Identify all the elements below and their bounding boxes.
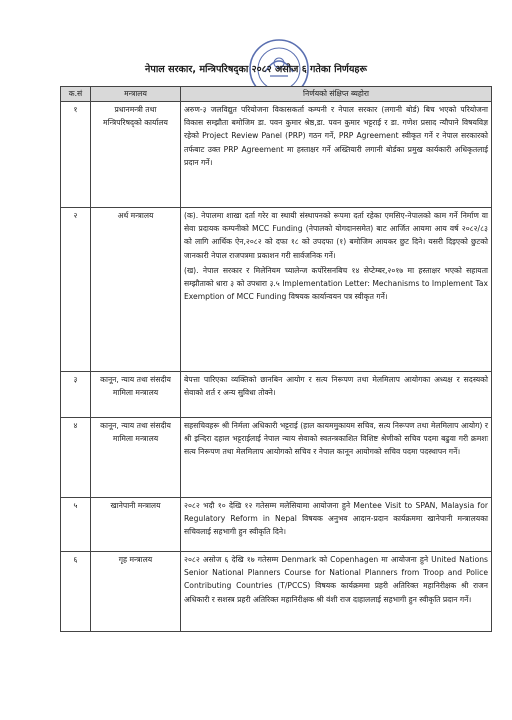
row-serial: ४ [61,418,91,498]
table-row [61,102,492,208]
row-ministry: प्रधानमन्त्री तथा मन्त्रिपरिषद्को कार्यालय [91,102,181,208]
row-ministry: गृह मन्त्रालय [91,552,181,632]
table-row [61,498,492,552]
row-serial: २ [61,208,91,372]
header-serial: क.सं [61,87,91,102]
table-row [61,418,492,498]
table-header-row [61,87,492,102]
row-ministry: खानेपानी मन्त्रालय [91,498,181,552]
row-decision [181,208,492,372]
row-serial: ६ [61,552,91,632]
row-serial: १ [61,102,91,208]
decision-part-a: (क). नेपालमा शाखा दर्ता गरेर वा स्थायी संस्थापनको रूपमा दर्ता रहेका एमसिए-नेपालको काम गर्ने निर्माण वा सेवा प्रदायक कम्पनीको MCC Funding (नेपालको योगदानसमेत) बाट आर्जित आयमा आय वर्ष २०८२/८३ को लागि आर्थिक ऐन,२०८२ को दफा १८ को उपदफा (१) बमोजिम आयकर छुट दिने। यसरी दिइएको छुटको जानकारी नेपाल राजपत्रमा प्रकाशन गरी सार्वजनिक गर्ने। [184,211,488,260]
table-row [61,372,492,418]
decision-part-b: (ख). नेपाल सरकार र मिलेनियम च्यालेन्ज कर्पोरेसनबिच १४ सेप्टेम्बर,२०१७ मा हस्ताक्षर भएको सहायता सम्झौताको धारा ३ को उपधारा ३.५ Implementation Letter: Mechanisms to Implement Tax Exemption of MCC Funding विषयक कार्यान्वयन पत्र स्वीकृत गर्ने। [184,265,488,302]
row-ministry: कानून, न्याय तथा संसदीय मामिला मन्त्रालय [91,372,181,418]
row-decision: अरुण-३ जलविद्युत परियोजना विकासकर्ता कम्पनी र नेपाल सरकार (लगानी बोर्ड) बिच भएको परियोजना विकास सम्झौता बमोजिम डा. पवन कुमार श्रेष्ठ,डा. पवन कुमार भट्टराई र डा. गणेश प्रसाद न्यौपाने विषयविज्ञ रहेको Project Review Panel (PRP) गठन गर्ने, PRP Agreement स्वीकृत गर्ने र नेपाल सरकारको तर्फबाट उक्त PRP Agreement मा हस्ताक्षर गर्ने अख्तियारी लगानी बोर्डका प्रमुख कार्यकारी अधिकृतलाई प्रदान गर्ने। [181,102,492,208]
header-decision: निर्णयको संक्षिप्त ब्यहोरा [181,87,492,102]
decisions-table [60,86,492,632]
row-decision: सहसचिवहरू श्री निर्मला अधिकारी भट्टराई (हाल कायममुकायम सचिव, सत्य निरूपण तथा मेलमिलाप आयोग) र श्री इन्दिरा दहाल भट्टराईलाई नेपाल न्याय सेवाको स्वतन्त्रकाशित विशिष्ट श्रेणीको सचिव पदमा बढुवा गरी क्रमशः सत्य निरूपण तथा मेलमिलाप आयोगको सचिव र नेपाल कानून आयोगको सचिव पदमा पदस्थापन गर्ने। [181,418,492,498]
document-heading: नेपाल सरकार, मन्त्रिपरिषद्का २०८२ असोज ६ गतेका निर्णयहरू [145,64,367,75]
row-serial: ५ [61,498,91,552]
row-ministry: कानून, न्याय तथा संसदीय मामिला मन्त्रालय [91,418,181,498]
row-decision: २०८२ असोज ६ देखि १७ गतेसम्म Denmark को Copenhagen मा आयोजना हुने United Nations Senior National Planners Course for National Planners from Troop and Police Contributing Countries (T/PCCS) विषयक कार्यक्रममा प्रहरी अतिरिक्त महानिरीक्षक श्री राजन अधिकारी र सशस्त्र प्रहरी अतिरिक्त महानिरीक्षक श्री वंशी राज दाहाललाई सहभागी हुन स्वीकृति प्रदान गर्ने। [181,552,492,632]
header-ministry: मन्त्रालय [91,87,181,102]
row-serial: ३ [61,372,91,418]
row-decision: २०८२ भदौ १० देखि १२ गतेसम्म मलेसियामा आयोजना हुने Mentee Visit to SPAN, Malaysia for Regulatory Reform in Nepal विषयक अनुभव आदान-प्रदान कार्यक्रममा खानेपानी मन्त्रालयका सचिवलाई सहभागी हुन स्वीकृति दिने। [181,498,492,552]
table-row [61,552,492,632]
row-decision: बेपत्ता पारिएका व्यक्तिको छानबिन आयोग र सत्य निरूपण तथा मेलमिलाप आयोगका अध्यक्ष र सदस्यको सेवाको शर्त र अन्य सुविधा तोक्ने। [181,372,492,418]
table-row [61,208,492,372]
row-ministry: अर्थ मन्त्रालय [91,208,181,372]
